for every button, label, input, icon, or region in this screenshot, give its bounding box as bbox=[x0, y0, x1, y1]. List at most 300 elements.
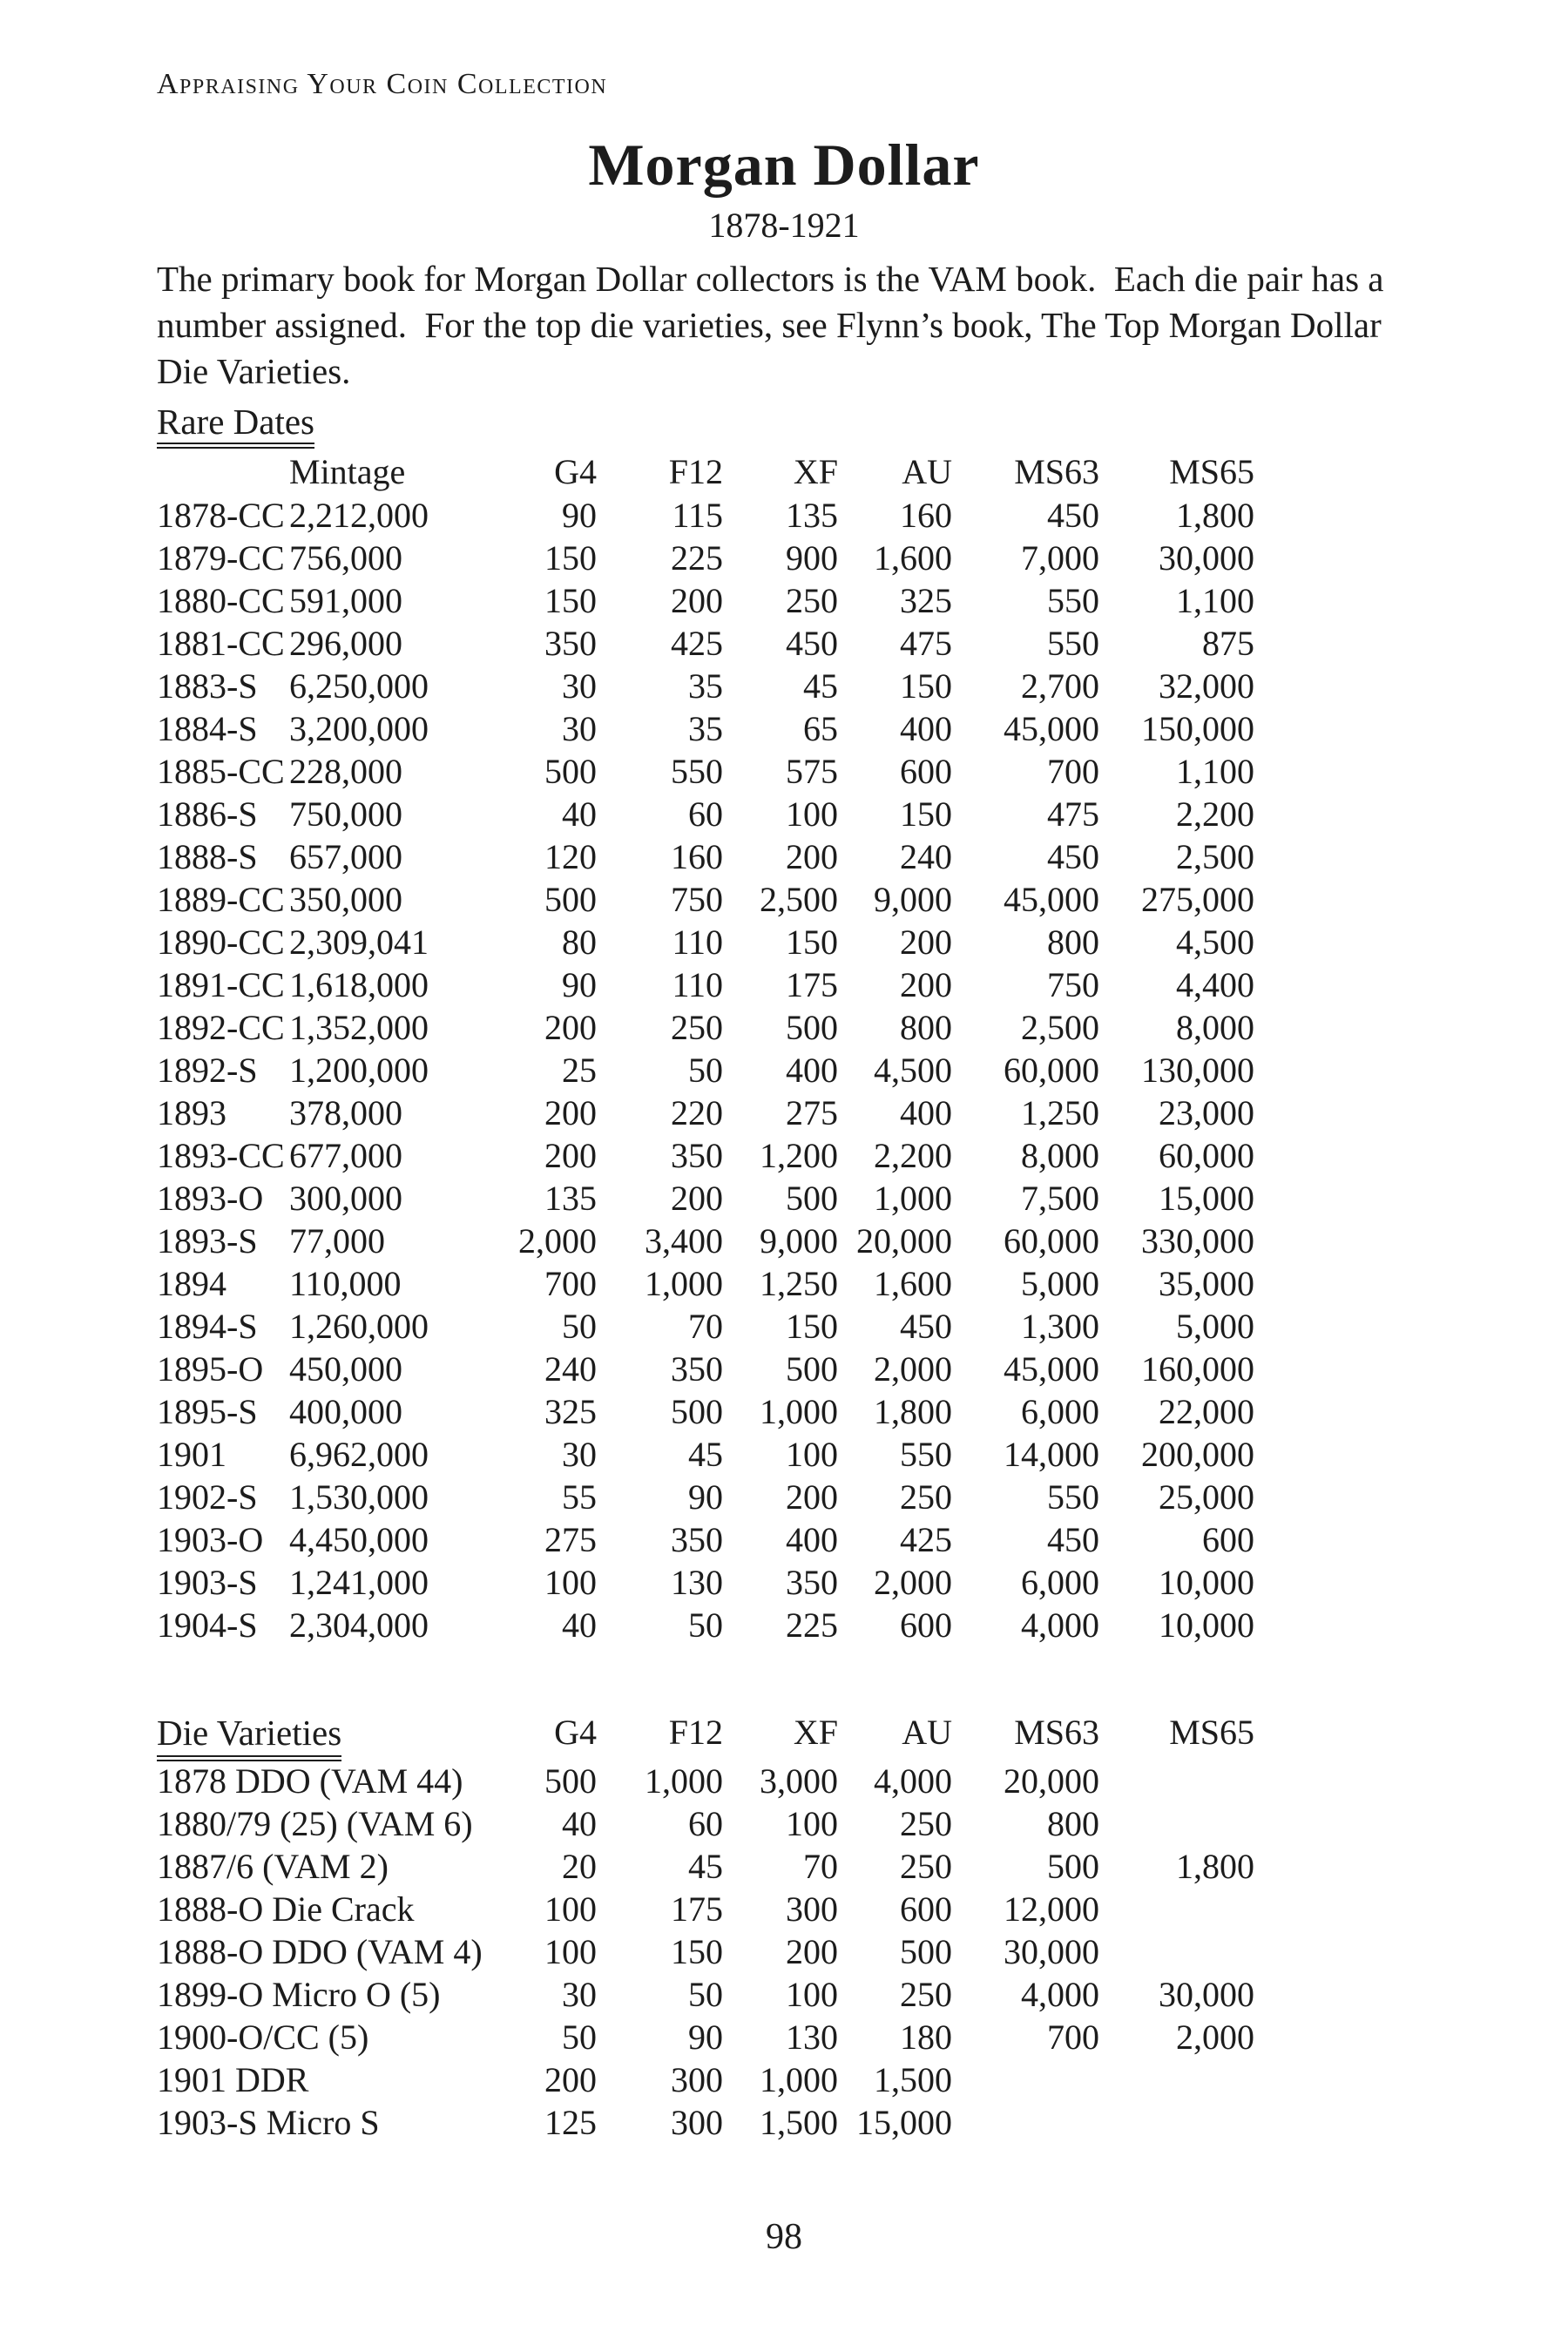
price-xf: 400 bbox=[786, 1051, 838, 1090]
price-xf: 400 bbox=[786, 1520, 838, 1559]
price-g4: 25 bbox=[562, 1051, 597, 1090]
price-au: 1,000 bbox=[874, 1179, 952, 1218]
variety-label: 1900-O/CC (5) bbox=[157, 2017, 369, 2057]
table-row-label bbox=[157, 1930, 488, 1973]
price-g4: 2,000 bbox=[518, 1221, 597, 1260]
price-xf: 1,000 bbox=[760, 2060, 838, 2099]
price-xf: 200 bbox=[786, 837, 838, 876]
price-ms63: 7,500 bbox=[1021, 1179, 1099, 1218]
table-row-label bbox=[157, 1845, 488, 1888]
die-varieties-heading: Die Varieties bbox=[157, 1711, 341, 1761]
price-f12: 110 bbox=[672, 923, 723, 962]
price-f12: 35 bbox=[688, 666, 723, 706]
price-au: 800 bbox=[900, 1008, 952, 1047]
price-g4: 100 bbox=[544, 1889, 597, 1929]
coin-date: 1893 bbox=[157, 1093, 226, 1132]
price-xf: 2,500 bbox=[760, 880, 838, 919]
price-g4: 20 bbox=[562, 1847, 597, 1886]
price-g4: 90 bbox=[562, 965, 597, 1004]
price-ms65: 4,500 bbox=[1176, 923, 1254, 962]
table-row-label bbox=[157, 1518, 488, 1561]
rare-dates-table bbox=[157, 450, 1254, 1646]
coin-date: 1893-CC bbox=[157, 1136, 285, 1175]
column-header-ms63: MS63 bbox=[1014, 452, 1099, 491]
price-f12: 160 bbox=[671, 837, 723, 876]
table-row-label bbox=[157, 921, 488, 963]
price-f12: 200 bbox=[671, 1179, 723, 1218]
price-g4: 90 bbox=[562, 496, 597, 535]
coin-date: 1895-S bbox=[157, 1392, 258, 1431]
coin-date: 1883-S bbox=[157, 666, 258, 706]
column-header-au: AU bbox=[902, 452, 952, 491]
coin-mintage: 1,260,000 bbox=[289, 1307, 429, 1346]
price-ms65: 30,000 bbox=[1159, 538, 1254, 578]
coin-mintage: 6,962,000 bbox=[289, 1435, 429, 1474]
price-xf: 900 bbox=[786, 538, 838, 578]
price-xf: 500 bbox=[786, 1349, 838, 1389]
price-g4: 30 bbox=[562, 1975, 597, 2014]
price-f12: 300 bbox=[671, 2060, 723, 2099]
price-ms63: 20,000 bbox=[1004, 1761, 1099, 1801]
price-ms63: 1,300 bbox=[1021, 1307, 1099, 1346]
price-ms63: 60,000 bbox=[1004, 1221, 1099, 1260]
column-header-f12: F12 bbox=[668, 452, 723, 491]
coin-date: 1885-CC bbox=[157, 752, 285, 791]
coin-mintage: 77,000 bbox=[289, 1221, 385, 1260]
price-xf: 3,000 bbox=[760, 1761, 838, 1801]
price-ms63: 45,000 bbox=[1004, 880, 1099, 919]
price-g4: 30 bbox=[562, 1435, 597, 1474]
price-xf: 150 bbox=[786, 923, 838, 962]
price-xf: 350 bbox=[786, 1563, 838, 1602]
table-row-label bbox=[157, 537, 488, 579]
price-f12: 500 bbox=[671, 1392, 723, 1431]
price-f12: 350 bbox=[671, 1136, 723, 1175]
intro-line: Die Varieties. bbox=[157, 351, 351, 391]
coin-date: 1888-S bbox=[157, 837, 258, 876]
price-au: 1,800 bbox=[874, 1392, 952, 1431]
coin-mintage: 4,450,000 bbox=[289, 1520, 429, 1559]
table-row-label bbox=[157, 1305, 488, 1348]
price-xf: 65 bbox=[803, 709, 838, 748]
coin-date: 1886-S bbox=[157, 794, 258, 834]
price-f12: 150 bbox=[671, 1932, 723, 1971]
price-xf: 500 bbox=[786, 1008, 838, 1047]
price-xf: 225 bbox=[786, 1605, 838, 1645]
price-g4: 135 bbox=[544, 1179, 597, 1218]
price-ms65: 1,800 bbox=[1176, 1847, 1254, 1886]
price-ms63: 475 bbox=[1047, 794, 1099, 834]
page-subtitle: 1878-1921 bbox=[708, 206, 860, 245]
table-row-label bbox=[157, 878, 488, 921]
price-au: 1,600 bbox=[874, 538, 952, 578]
price-f12: 35 bbox=[688, 709, 723, 748]
coin-mintage: 1,241,000 bbox=[289, 1563, 429, 1602]
coin-mintage: 2,309,041 bbox=[289, 923, 429, 962]
price-xf: 100 bbox=[786, 1804, 838, 1843]
price-g4: 40 bbox=[562, 794, 597, 834]
price-f12: 70 bbox=[688, 1307, 723, 1346]
table-row-label bbox=[157, 835, 488, 878]
price-au: 150 bbox=[900, 794, 952, 834]
price-au: 325 bbox=[900, 581, 952, 620]
price-ms63: 45,000 bbox=[1004, 709, 1099, 748]
coin-mintage: 1,352,000 bbox=[289, 1008, 429, 1047]
coin-mintage: 6,250,000 bbox=[289, 666, 429, 706]
table-row-label bbox=[157, 1888, 488, 1930]
price-f12: 90 bbox=[688, 1477, 723, 1517]
table-row-label bbox=[157, 707, 488, 750]
price-ms65: 23,000 bbox=[1159, 1093, 1254, 1132]
coin-mintage: 1,200,000 bbox=[289, 1051, 429, 1090]
rare-dates-heading: Rare Dates bbox=[157, 402, 314, 449]
table-row-label bbox=[157, 579, 488, 622]
table-row-label bbox=[157, 1973, 488, 2016]
coin-date: 1904-S bbox=[157, 1605, 258, 1645]
table-row-label bbox=[157, 622, 488, 665]
column-header-au: AU bbox=[902, 1713, 952, 1752]
column-header-xf: XF bbox=[793, 452, 838, 491]
price-au: 400 bbox=[900, 1093, 952, 1132]
price-ms65: 275,000 bbox=[1141, 880, 1254, 919]
price-ms63: 2,500 bbox=[1021, 1008, 1099, 1047]
price-xf: 300 bbox=[786, 1889, 838, 1929]
variety-label: 1888-O Die Crack bbox=[157, 1889, 415, 1929]
price-ms63: 450 bbox=[1047, 496, 1099, 535]
price-f12: 115 bbox=[672, 496, 723, 535]
price-au: 1,600 bbox=[874, 1264, 952, 1303]
price-f12: 1,000 bbox=[645, 1761, 723, 1801]
price-g4: 700 bbox=[544, 1264, 597, 1303]
coin-mintage: 591,000 bbox=[289, 581, 402, 620]
variety-label: 1899-O Micro O (5) bbox=[157, 1975, 441, 2014]
price-ms63: 550 bbox=[1047, 1477, 1099, 1517]
price-ms65: 22,000 bbox=[1159, 1392, 1254, 1431]
price-ms65: 130,000 bbox=[1141, 1051, 1254, 1090]
coin-date: 1894-S bbox=[157, 1307, 258, 1346]
price-f12: 45 bbox=[688, 1435, 723, 1474]
price-au: 250 bbox=[900, 1804, 952, 1843]
price-g4: 120 bbox=[544, 837, 597, 876]
price-f12: 1,000 bbox=[645, 1264, 723, 1303]
coin-mintage: 296,000 bbox=[289, 624, 402, 663]
price-f12: 50 bbox=[688, 1975, 723, 2014]
price-xf: 275 bbox=[786, 1093, 838, 1132]
table-row-label bbox=[157, 1262, 488, 1305]
column-header-f12: F12 bbox=[668, 1713, 723, 1752]
price-f12: 60 bbox=[688, 1804, 723, 1843]
price-f12: 60 bbox=[688, 794, 723, 834]
price-g4: 30 bbox=[562, 666, 597, 706]
price-f12: 200 bbox=[671, 581, 723, 620]
price-ms63: 14,000 bbox=[1004, 1435, 1099, 1474]
price-au: 4,500 bbox=[874, 1051, 952, 1090]
price-ms63: 6,000 bbox=[1021, 1392, 1099, 1431]
price-xf: 175 bbox=[786, 965, 838, 1004]
table-row-label bbox=[157, 1134, 488, 1177]
price-xf: 45 bbox=[803, 666, 838, 706]
intro-paragraph bbox=[157, 256, 1411, 395]
price-f12: 350 bbox=[671, 1520, 723, 1559]
price-ms65: 2,000 bbox=[1176, 2017, 1254, 2057]
price-xf: 100 bbox=[786, 1975, 838, 2014]
coin-date: 1902-S bbox=[157, 1477, 258, 1517]
price-ms63: 450 bbox=[1047, 837, 1099, 876]
variety-label: 1903-S Micro S bbox=[157, 2103, 380, 2142]
price-ms65 bbox=[1099, 1802, 1254, 1845]
price-au: 160 bbox=[900, 496, 952, 535]
price-g4: 200 bbox=[544, 1136, 597, 1175]
column-header-ms65: MS65 bbox=[1169, 1713, 1254, 1752]
price-f12: 750 bbox=[671, 880, 723, 919]
price-ms65: 2,500 bbox=[1176, 837, 1254, 876]
price-au: 240 bbox=[900, 837, 952, 876]
price-ms65: 35,000 bbox=[1159, 1264, 1254, 1303]
price-g4: 100 bbox=[544, 1563, 597, 1602]
price-g4: 200 bbox=[544, 2060, 597, 2099]
variety-label: 1901 DDR bbox=[157, 2060, 309, 2099]
table-row-label bbox=[157, 1433, 488, 1476]
price-g4: 150 bbox=[544, 581, 597, 620]
price-au: 600 bbox=[900, 1605, 952, 1645]
price-ms63: 1,250 bbox=[1021, 1093, 1099, 1132]
price-g4: 500 bbox=[544, 752, 597, 791]
price-g4: 350 bbox=[544, 624, 597, 663]
price-ms63: 5,000 bbox=[1021, 1264, 1099, 1303]
price-ms63: 800 bbox=[1047, 1804, 1099, 1843]
price-f12: 350 bbox=[671, 1349, 723, 1389]
price-au: 450 bbox=[900, 1307, 952, 1346]
coin-date: 1878-CC bbox=[157, 496, 285, 535]
price-ms65: 150,000 bbox=[1141, 709, 1254, 748]
price-ms65: 1,100 bbox=[1176, 752, 1254, 791]
coin-date: 1903-O bbox=[157, 1520, 264, 1559]
coin-mintage: 450,000 bbox=[289, 1349, 402, 1389]
price-f12: 130 bbox=[671, 1563, 723, 1602]
price-ms63: 6,000 bbox=[1021, 1563, 1099, 1602]
coin-date: 1893-O bbox=[157, 1179, 264, 1218]
table-row-label bbox=[157, 1802, 488, 1845]
price-ms65: 1,100 bbox=[1176, 581, 1254, 620]
price-au: 550 bbox=[900, 1435, 952, 1474]
column-header-ms65: MS65 bbox=[1169, 452, 1254, 491]
price-ms65: 32,000 bbox=[1159, 666, 1254, 706]
coin-date: 1890-CC bbox=[157, 923, 285, 962]
price-ms65: 4,400 bbox=[1176, 965, 1254, 1004]
price-f12: 50 bbox=[688, 1605, 723, 1645]
coin-mintage: 378,000 bbox=[289, 1093, 402, 1132]
price-ms65: 200,000 bbox=[1141, 1435, 1254, 1474]
coin-date: 1892-S bbox=[157, 1051, 258, 1090]
coin-mintage: 400,000 bbox=[289, 1392, 402, 1431]
price-f12: 110 bbox=[672, 965, 723, 1004]
table-row-label bbox=[157, 1390, 488, 1433]
coin-date: 1893-S bbox=[157, 1221, 258, 1260]
price-ms65: 2,200 bbox=[1176, 794, 1254, 834]
price-ms63: 45,000 bbox=[1004, 1349, 1099, 1389]
coin-date: 1891-CC bbox=[157, 965, 285, 1004]
price-au: 400 bbox=[900, 709, 952, 748]
price-xf: 100 bbox=[786, 794, 838, 834]
price-ms65: 60,000 bbox=[1159, 1136, 1254, 1175]
price-g4: 40 bbox=[562, 1804, 597, 1843]
price-au: 2,200 bbox=[874, 1136, 952, 1175]
price-xf: 150 bbox=[786, 1307, 838, 1346]
coin-date: 1892-CC bbox=[157, 1008, 285, 1047]
variety-label: 1888-O DDO (VAM 4) bbox=[157, 1932, 483, 1971]
coin-mintage: 756,000 bbox=[289, 538, 402, 578]
price-g4: 200 bbox=[544, 1093, 597, 1132]
running-header: Appraising Your Coin Collection bbox=[157, 68, 608, 100]
table-row-label bbox=[157, 1177, 488, 1220]
table-row-label bbox=[157, 1760, 488, 1802]
price-f12: 175 bbox=[671, 1889, 723, 1929]
price-xf: 200 bbox=[786, 1477, 838, 1517]
die-varieties-table bbox=[157, 1711, 1254, 2144]
price-au: 200 bbox=[900, 965, 952, 1004]
price-ms65: 875 bbox=[1202, 624, 1254, 663]
price-au: 15,000 bbox=[856, 2103, 952, 2142]
coin-date: 1879-CC bbox=[157, 538, 285, 578]
price-f12: 225 bbox=[671, 538, 723, 578]
price-g4: 240 bbox=[544, 1349, 597, 1389]
price-xf: 500 bbox=[786, 1179, 838, 1218]
coin-date: 1894 bbox=[157, 1264, 226, 1303]
price-xf: 70 bbox=[803, 1847, 838, 1886]
table-row-label bbox=[157, 2016, 488, 2058]
price-au: 2,000 bbox=[874, 1563, 952, 1602]
coin-mintage: 350,000 bbox=[289, 880, 402, 919]
price-ms63: 7,000 bbox=[1021, 538, 1099, 578]
price-ms65: 5,000 bbox=[1176, 1307, 1254, 1346]
table-row-label bbox=[157, 2101, 488, 2144]
price-xf: 450 bbox=[786, 624, 838, 663]
rare-dates-heading-row bbox=[157, 402, 1411, 450]
price-ms63: 12,000 bbox=[1004, 1889, 1099, 1929]
price-ms63: 700 bbox=[1047, 2017, 1099, 2057]
price-xf: 130 bbox=[786, 2017, 838, 2057]
price-ms63: 500 bbox=[1047, 1847, 1099, 1886]
price-g4: 100 bbox=[544, 1932, 597, 1971]
table-row-label bbox=[157, 1092, 488, 1134]
coin-mintage: 228,000 bbox=[289, 752, 402, 791]
coin-mintage: 657,000 bbox=[289, 837, 402, 876]
price-g4: 50 bbox=[562, 1307, 597, 1346]
price-g4: 500 bbox=[544, 880, 597, 919]
price-ms65: 1,800 bbox=[1176, 496, 1254, 535]
coin-mintage: 1,530,000 bbox=[289, 1477, 429, 1517]
price-ms63: 700 bbox=[1047, 752, 1099, 791]
price-ms63: 30,000 bbox=[1004, 1932, 1099, 1971]
price-g4: 80 bbox=[562, 923, 597, 962]
coin-mintage: 677,000 bbox=[289, 1136, 402, 1175]
price-au: 20,000 bbox=[856, 1221, 952, 1260]
price-ms65: 160,000 bbox=[1141, 1349, 1254, 1389]
price-xf: 250 bbox=[786, 581, 838, 620]
price-f12: 90 bbox=[688, 2017, 723, 2057]
price-au: 2,000 bbox=[874, 1349, 952, 1389]
table-row-label bbox=[157, 1604, 488, 1646]
price-f12: 550 bbox=[671, 752, 723, 791]
price-ms63: 2,700 bbox=[1021, 666, 1099, 706]
price-f12: 50 bbox=[688, 1051, 723, 1090]
price-ms65: 8,000 bbox=[1176, 1008, 1254, 1047]
coin-mintage: 1,618,000 bbox=[289, 965, 429, 1004]
price-xf: 1,250 bbox=[760, 1264, 838, 1303]
price-g4: 500 bbox=[544, 1761, 597, 1801]
table-row-label bbox=[157, 1561, 488, 1604]
coin-date: 1880-CC bbox=[157, 581, 285, 620]
price-f12: 250 bbox=[671, 1008, 723, 1047]
table-row-label bbox=[157, 793, 488, 835]
price-ms65: 15,000 bbox=[1159, 1179, 1254, 1218]
table-row-label bbox=[157, 665, 488, 707]
coin-mintage: 2,304,000 bbox=[289, 1605, 429, 1645]
page-title: Morgan Dollar bbox=[588, 132, 980, 198]
price-xf: 1,000 bbox=[760, 1392, 838, 1431]
table-row-label bbox=[157, 2058, 488, 2101]
coin-mintage: 300,000 bbox=[289, 1179, 402, 1218]
coin-date: 1903-S bbox=[157, 1563, 258, 1602]
price-xf: 1,200 bbox=[760, 1136, 838, 1175]
table-row-label bbox=[157, 1049, 488, 1092]
price-xf: 100 bbox=[786, 1435, 838, 1474]
price-g4: 275 bbox=[544, 1520, 597, 1559]
coin-mintage: 2,212,000 bbox=[289, 496, 429, 535]
price-ms63: 8,000 bbox=[1021, 1136, 1099, 1175]
variety-label: 1880/79 (25) (VAM 6) bbox=[157, 1804, 473, 1843]
price-ms65 bbox=[1099, 2058, 1254, 2101]
column-header-mintage: Mintage bbox=[289, 452, 406, 491]
price-au: 200 bbox=[900, 923, 952, 962]
price-f12: 220 bbox=[671, 1093, 723, 1132]
price-ms63: 800 bbox=[1047, 923, 1099, 962]
price-au: 475 bbox=[900, 624, 952, 663]
price-g4: 40 bbox=[562, 1605, 597, 1645]
coin-date: 1884-S bbox=[157, 709, 258, 748]
price-au: 500 bbox=[900, 1932, 952, 1971]
price-ms65: 330,000 bbox=[1141, 1221, 1254, 1260]
price-ms63: 750 bbox=[1047, 965, 1099, 1004]
table-row-label bbox=[157, 1476, 488, 1518]
price-au: 600 bbox=[900, 1889, 952, 1929]
column-header-g4: G4 bbox=[554, 452, 597, 491]
price-g4: 125 bbox=[544, 2103, 597, 2142]
price-ms65 bbox=[1099, 1760, 1254, 1802]
price-g4: 30 bbox=[562, 709, 597, 748]
intro-line: The primary book for Morgan Dollar collectors is the VAM book. Each die pair has a bbox=[157, 259, 1384, 299]
price-ms63 bbox=[952, 2101, 1099, 2144]
intro-line: number assigned. For the top die varieties, see Flynn’s book, The Top Morgan Dollar bbox=[157, 305, 1382, 345]
price-f12: 3,400 bbox=[645, 1221, 723, 1260]
price-ms63: 60,000 bbox=[1004, 1051, 1099, 1090]
price-xf: 135 bbox=[786, 496, 838, 535]
price-ms63: 450 bbox=[1047, 1520, 1099, 1559]
price-au: 180 bbox=[900, 2017, 952, 2057]
coin-date: 1901 bbox=[157, 1435, 226, 1474]
price-xf: 200 bbox=[786, 1932, 838, 1971]
coin-date: 1889-CC bbox=[157, 880, 285, 919]
price-f12: 300 bbox=[671, 2103, 723, 2142]
price-au: 250 bbox=[900, 1975, 952, 2014]
table-row-label bbox=[157, 494, 488, 537]
price-ms63: 550 bbox=[1047, 624, 1099, 663]
price-au: 600 bbox=[900, 752, 952, 791]
price-au: 250 bbox=[900, 1847, 952, 1886]
price-ms65: 10,000 bbox=[1159, 1605, 1254, 1645]
table-row-label bbox=[157, 963, 488, 1006]
coin-date: 1895-O bbox=[157, 1349, 264, 1389]
